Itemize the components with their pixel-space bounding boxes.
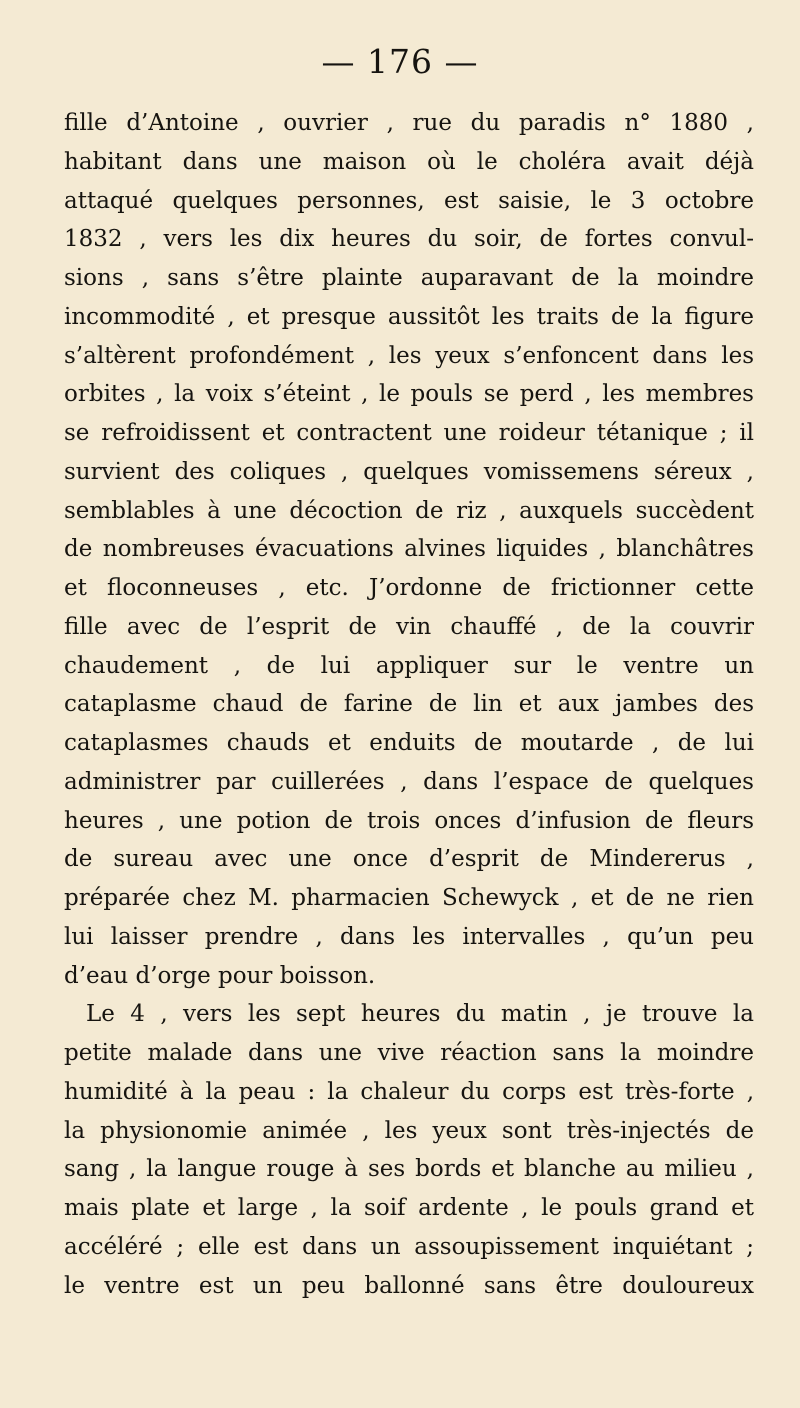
text-line: sang , la langue rouge à ses bords et blanche au milieu , <box>64 1156 754 1183</box>
text-line: survient des coliques , quelques vomissemens séreux , <box>64 458 754 485</box>
text-line: s’altèrent profondément , les yeux s’enfoncent dans les <box>64 342 754 369</box>
text-line: lui laisser prendre , dans les intervalles , qu’un peu <box>64 923 754 950</box>
text-line: cataplasmes chauds et enduits de moutarde , de lui <box>64 730 754 756</box>
text-line: fille d’Antoine , ouvrier , rue du paradis n° 1880 , <box>64 110 754 136</box>
text-line: préparée chez M. pharmacien Schewyck , et de ne rien <box>64 885 754 911</box>
text-line: se refroidissent et contractent une roideur tétanique ; il <box>64 420 754 446</box>
text-line: chaudement , de lui appliquer sur le ventre un <box>64 652 754 679</box>
paragraph-end-line: d’eau d’orge pour boisson. <box>64 962 376 989</box>
text-line: humidité à la peau : la chaleur du corps est très-forte , <box>64 1078 754 1105</box>
text-line: de sureau avec une once d’esprit de Mindererus , <box>64 846 754 873</box>
text-line: mais plate et large , la soif ardente , le pouls grand et <box>64 1195 754 1221</box>
page-number: — 176 — <box>321 42 479 81</box>
text-line: heures , une potion de trois onces d’infusion de fleurs <box>64 807 754 834</box>
paragraph-start-line: Le 4 , vers les sept heures du matin , je trouve la <box>86 1001 754 1028</box>
text-line: incommodité , et presque aussitôt les traits de la figure <box>64 303 754 330</box>
text-line: orbites , la voix s’éteint , le pouls se perd , les membres <box>64 381 754 408</box>
text-line: semblables à une décoction de riz , auxquels succèdent <box>64 497 754 524</box>
text-line: cataplasme chaud de farine de lin et aux jambes des <box>64 691 754 718</box>
text-line: petite malade dans une vive réaction sans la moindre <box>64 1040 754 1066</box>
text-line: habitant dans une maison où le choléra avait déjà <box>64 148 754 175</box>
text-line: fille avec de l’esprit de vin chauffé , de la couvrir <box>64 613 754 640</box>
text-line: de nombreuses évacuations alvines liquides , blanchâtres <box>64 536 754 563</box>
text-line: attaqué quelques personnes, est saisie, le 3 octobre <box>64 187 754 214</box>
text-line: la physionomie animée , les yeux sont très-injectés de <box>64 1117 754 1144</box>
text-line: accéléré ; elle est dans un assoupissement inquiétant ; <box>64 1233 754 1260</box>
text-line: 1832 , vers les dix heures du soir, de fortes convul- <box>64 226 754 253</box>
text-line: le ventre est un peu ballonné sans être douloureux <box>64 1272 754 1299</box>
text-line: sions , sans s’être plainte auparavant de la moindre <box>64 265 754 291</box>
text-line: administrer par cuillerées , dans l’espace de quelques <box>64 768 754 795</box>
text-line: et floconneuses , etc. J’ordonne de frictionner cette <box>64 575 754 601</box>
body-text <box>64 104 754 1305</box>
